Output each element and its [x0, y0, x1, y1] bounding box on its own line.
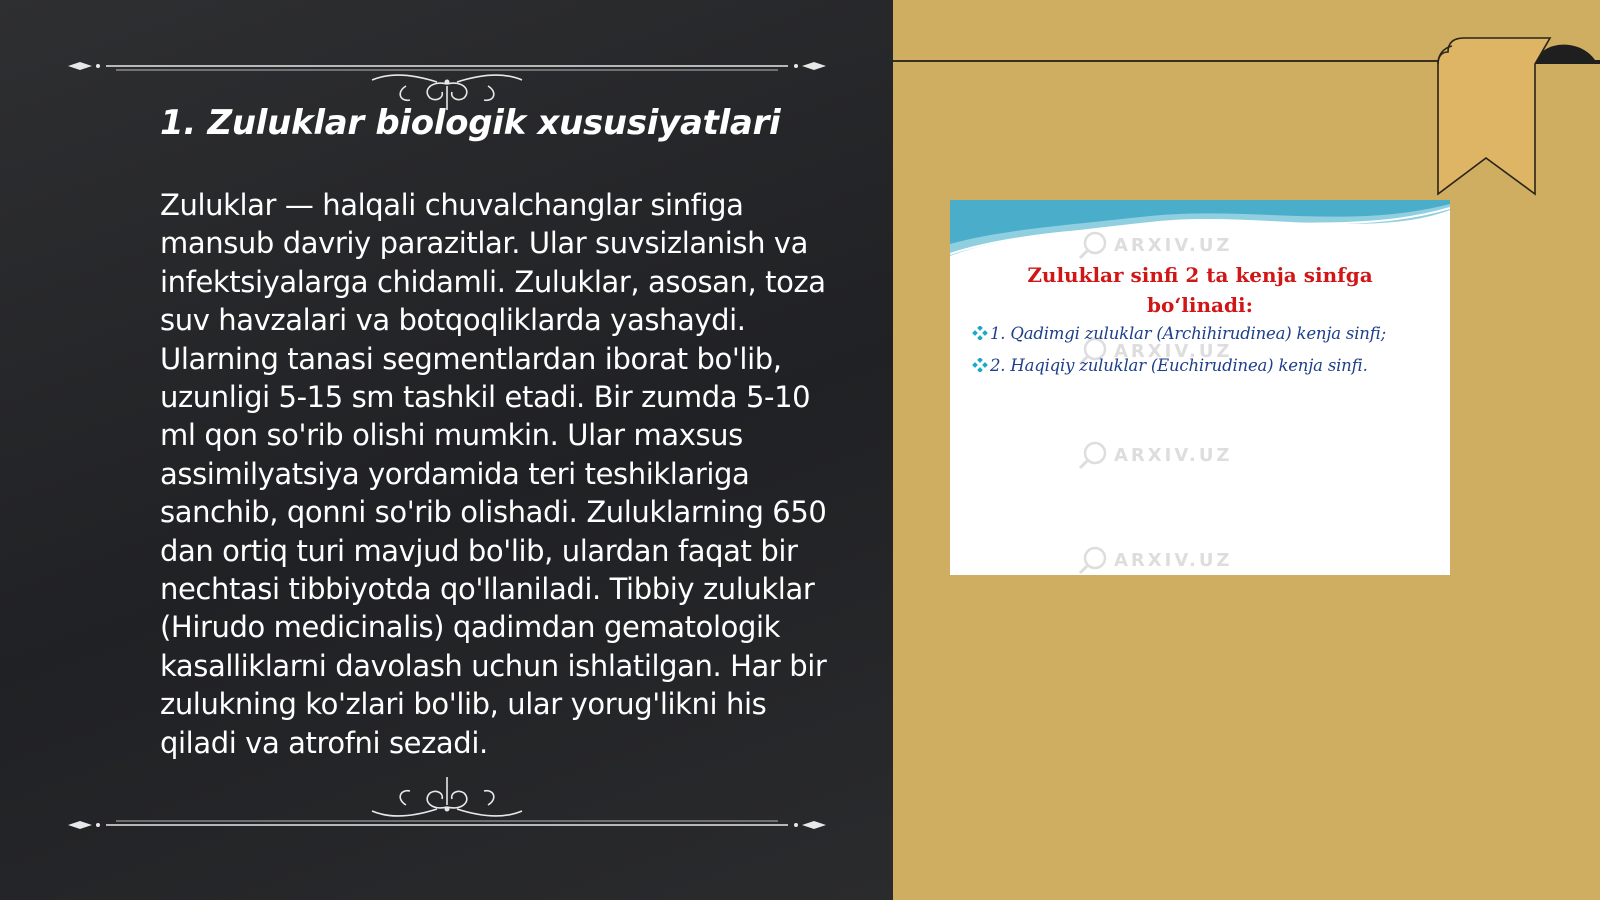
image-list — [972, 324, 1442, 388]
magnifier-logo-icon — [1078, 230, 1108, 260]
list-item: 1. Qadimgi zuluklar (Archihirudinea) kenja sinfi; — [972, 324, 1442, 356]
list-item: 2. Haqiqiy zuluklar (Euchirudinea) kenja sinfi. — [972, 356, 1442, 388]
slide-body-text: Zuluklar — halqali chuvalchanglar sinfiga mansub davriy parazitlar. Ular suvsizlanish va infektsiyalarga chidamli. Zuluklar, asosan, toza suv havzalari va botqoqliklarda yashaydi. Ularning tanasi segmentlardan iborat bo'lib, uzunligi 5-15 sm tashkil etadi. Bir zumda 5-10 ml qon so'rib olishi mumkin. Ular maxsus assimilyatsiya yordamida teri teshiklariga sanchib, qonni so'rib olishadi. Zuluklarning 650 dan ortiq turi mavjud bo'lib, ulardan faqat bir nechtasi tibbiyotda qo'llaniladi. Tibbiy zuluklar (Hirudo medicinalis) qadimdan gematologik kasalliklarni davolash uchun ishlatilgan. Har bir zulukning ko'zlari bo'lib, ular yorug'likni his qiladi va atrofni sezadi. — [160, 188, 827, 760]
diamond-bullet-icon — [972, 326, 988, 340]
ribbon-bookmark-icon — [1430, 34, 1600, 204]
watermark: ARXIV.UZ — [1078, 230, 1232, 260]
magnifier-logo-icon — [1078, 440, 1108, 470]
image-heading: Zuluklar sinfi 2 ta kenja sinfga bo‘linadi: — [1027, 263, 1373, 317]
magnifier-logo-icon — [1078, 545, 1108, 575]
flourish-divider-icon — [66, 775, 828, 835]
watermark: ARXIV.UZ — [1078, 545, 1232, 575]
watermark: ARXIV.UZ — [1078, 336, 1232, 366]
slide-title: 1. Zuluklar biologik xususiyatlari — [160, 103, 781, 143]
embedded-slide-image — [950, 200, 1450, 575]
diamond-bullet-icon — [972, 358, 988, 372]
watermark: ARXIV.UZ — [1078, 440, 1232, 470]
